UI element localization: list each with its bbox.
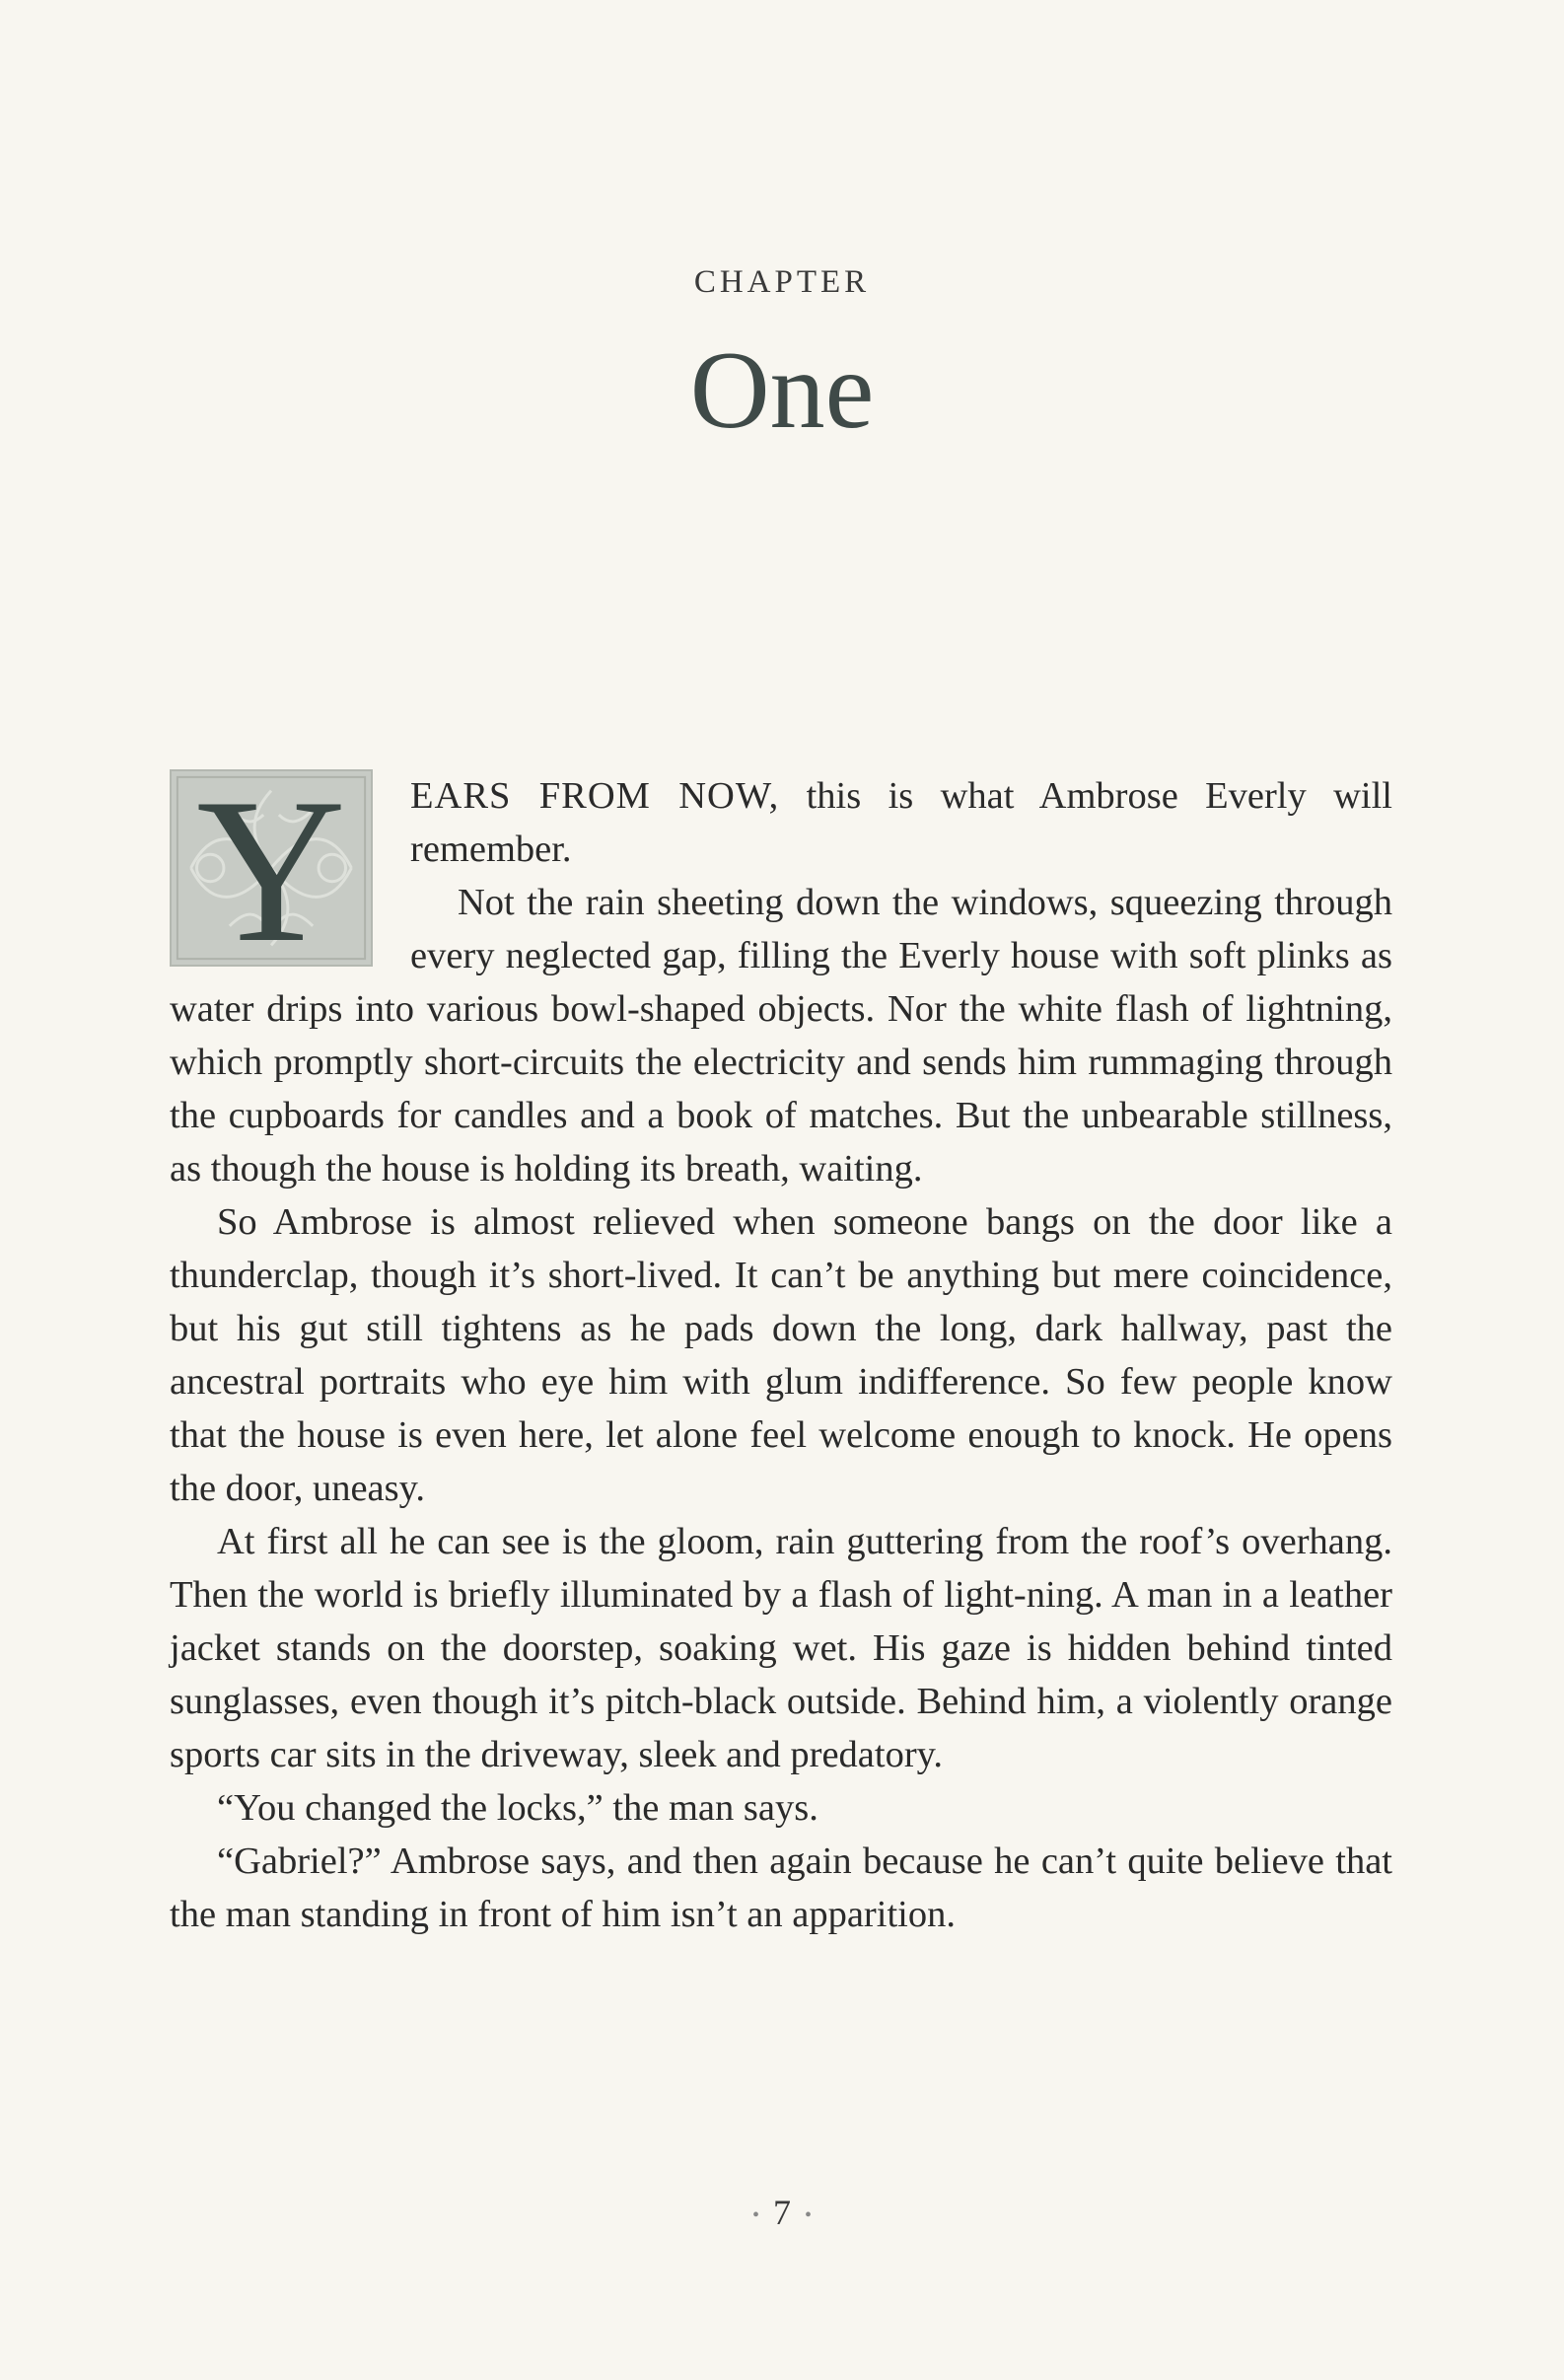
paragraph-4: At first all he can see is the gloom, rain guttering from the roof’s overhang. Then the world is briefly illuminated by a flash of light-ning. A man in a leather jacket stands on the doorstep, soaking wet. His gaze is hidden behind tinted sunglasses, even though it’s pitch-black outside. Behind him, a violently orange sports car sits in the driveway, sleek and predatory. xyxy=(170,1521,1392,1775)
chapter-label: CHAPTER xyxy=(693,264,871,300)
drop-cap xyxy=(170,757,373,985)
paragraph-text: this is what Ambrose Everly will remember. xyxy=(410,775,1392,870)
bullet-icon: • xyxy=(751,2204,759,2227)
paragraph-6: “Gabriel?” Ambrose says, and then again because he can’t quite believe that the man standing in front of him isn’t an apparition. xyxy=(170,1840,1392,1935)
paragraph-1 xyxy=(170,757,1392,985)
page-number xyxy=(0,2192,1564,2233)
chapter-title: One xyxy=(689,329,875,452)
chapter-body xyxy=(170,757,1392,1941)
paragraph-5: “You changed the locks,” the man says. xyxy=(217,1787,818,1829)
paragraph-3: So Ambrose is almost relieved when someone bangs on the door like a thunderclap, though it’s short-lived. It can’t be anything but mere coincidence, but his gut still tightens as he pads down the long, dark hallway, past the ancestral portraits who eye him with glum indifference. So few people know that the house is even here, let alone feel welcome enough to knock. He opens the door, uneasy. xyxy=(170,1201,1392,1509)
paragraph-2: Not the rain sheeting down the windows, squeezing through every neglected gap, filling the Everly house with soft plinks as water drips into various bowl-shaped objects. Nor the white flash of lightning, which promptly short-circuits the electricity and sends him rummaging through the cupboards for candles and a book of matches. But the unbearable stillness, as though the house is holding its breath, waiting. xyxy=(170,882,1392,1190)
page-number-value: 7 xyxy=(773,2193,791,2232)
paragraph-lead: EARS FROM NOW, xyxy=(410,775,780,817)
bullet-icon: • xyxy=(805,2204,813,2227)
drop-cap-letter: Y xyxy=(196,757,346,985)
